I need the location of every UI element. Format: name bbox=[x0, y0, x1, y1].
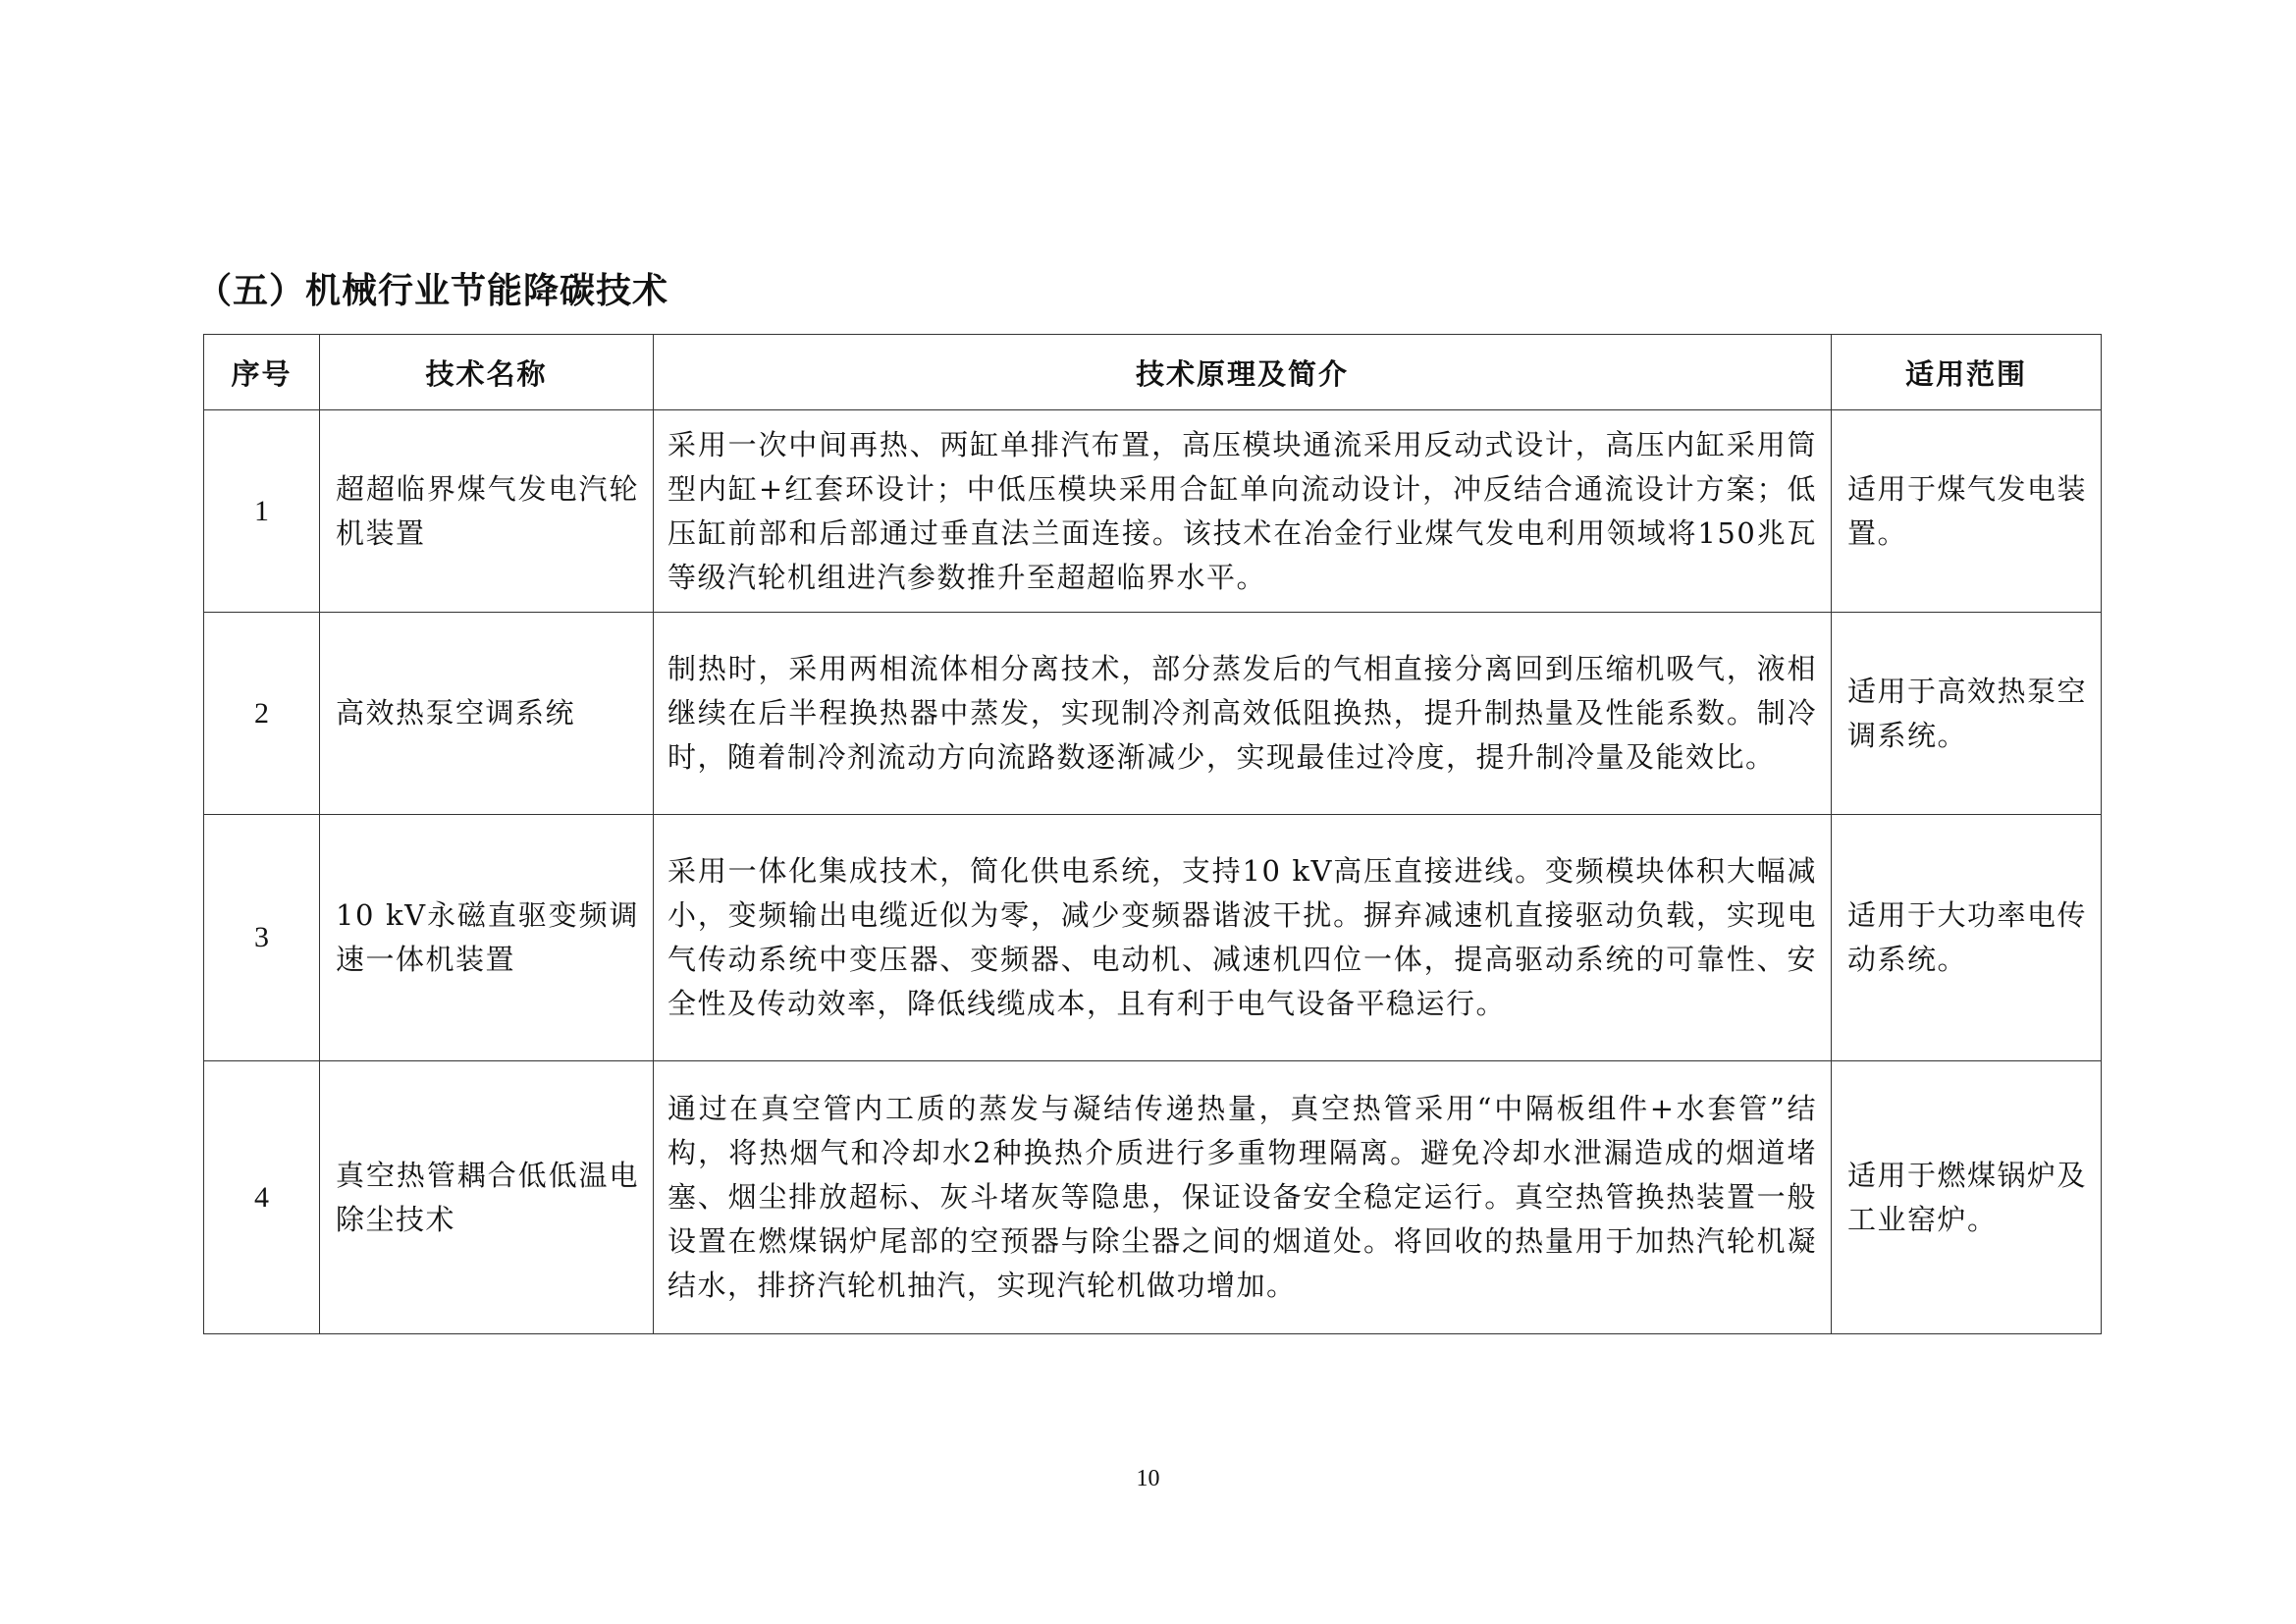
row-application-scope: 适用于大功率电传动系统。 bbox=[1832, 815, 2102, 1061]
header-application-scope: 适用范围 bbox=[1832, 335, 2102, 410]
row-technology-name: 超超临界煤气发电汽轮机装置 bbox=[320, 410, 654, 613]
header-technology-name: 技术名称 bbox=[320, 335, 654, 410]
row-application-scope: 适用于高效热泵空调系统。 bbox=[1832, 613, 2102, 815]
row-technology-name: 真空热管耦合低低温电除尘技术 bbox=[320, 1061, 654, 1334]
table-header-row bbox=[204, 335, 2102, 410]
table-row bbox=[204, 410, 2102, 613]
page-number: 10 bbox=[1136, 1466, 1160, 1491]
row-description: 采用一次中间再热、两缸单排汽布置，高压模块通流采用反动式设计，高压内缸采用筒型内缸+红套环设计；中低压模块采用合缸单向流动设计，冲反结合通流设计方案；低压缸前部和后部通过垂直法兰面连接。该技术在冶金行业煤气发电利用领域将150兆瓦等级汽轮机组进汽参数推升至超超临界水平。 bbox=[654, 410, 1832, 613]
header-principle-description: 技术原理及简介 bbox=[654, 335, 1832, 410]
row-description: 通过在真空管内工质的蒸发与凝结传递热量，真空热管采用“中隔板组件+水套管”结构，将热烟气和冷却水2种换热介质进行多重物理隔离。避免冷却水泄漏造成的烟道堵塞、烟尘排放超标、灰斗堵灰等隐患，保证设备安全稳定运行。真空热管换热装置一般设置在燃煤锅炉尾部的空预器与除尘器之间的烟道处。将回收的热量用于加热汽轮机凝结水，排挤汽轮机抽汽，实现汽轮机做功增加。 bbox=[654, 1061, 1832, 1334]
row-description: 采用一体化集成技术，简化供电系统，支持10 kV高压直接进线。变频模块体积大幅减小，变频输出电缆近似为零，减少变频器谐波干扰。摒弃减速机直接驱动负载，实现电气传动系统中变压器、变频器、电动机、减速机四位一体，提高驱动系统的可靠性、安全性及传动效率，降低线缆成本，且有利于电气设备平稳运行。 bbox=[654, 815, 1832, 1061]
row-technology-name: 高效热泵空调系统 bbox=[320, 613, 654, 815]
row-technology-name: 10 kV永磁直驱变频调速一体机装置 bbox=[320, 815, 654, 1061]
row-description: 制热时，采用两相流体相分离技术，部分蒸发后的气相直接分离回到压缩机吸气，液相继续在后半程换热器中蒸发，实现制冷剂高效低阻换热，提升制热量及性能系数。制冷时，随着制冷剂流动方向流路数逐渐减少，实现最佳过冷度，提升制冷量及能效比。 bbox=[654, 613, 1832, 815]
table-row bbox=[204, 1061, 2102, 1334]
row-serial-number: 3 bbox=[204, 815, 320, 1061]
table-row bbox=[204, 613, 2102, 815]
row-application-scope: 适用于煤气发电装置。 bbox=[1832, 410, 2102, 613]
row-serial-number: 4 bbox=[204, 1061, 320, 1334]
header-serial-number: 序号 bbox=[204, 335, 320, 410]
technology-table bbox=[203, 334, 2102, 1334]
row-serial-number: 1 bbox=[204, 410, 320, 613]
row-serial-number: 2 bbox=[204, 613, 320, 815]
table-row bbox=[204, 815, 2102, 1061]
row-application-scope: 适用于燃煤锅炉及工业窑炉。 bbox=[1832, 1061, 2102, 1334]
section-title: （五）机械行业节能降碳技术 bbox=[196, 271, 669, 311]
